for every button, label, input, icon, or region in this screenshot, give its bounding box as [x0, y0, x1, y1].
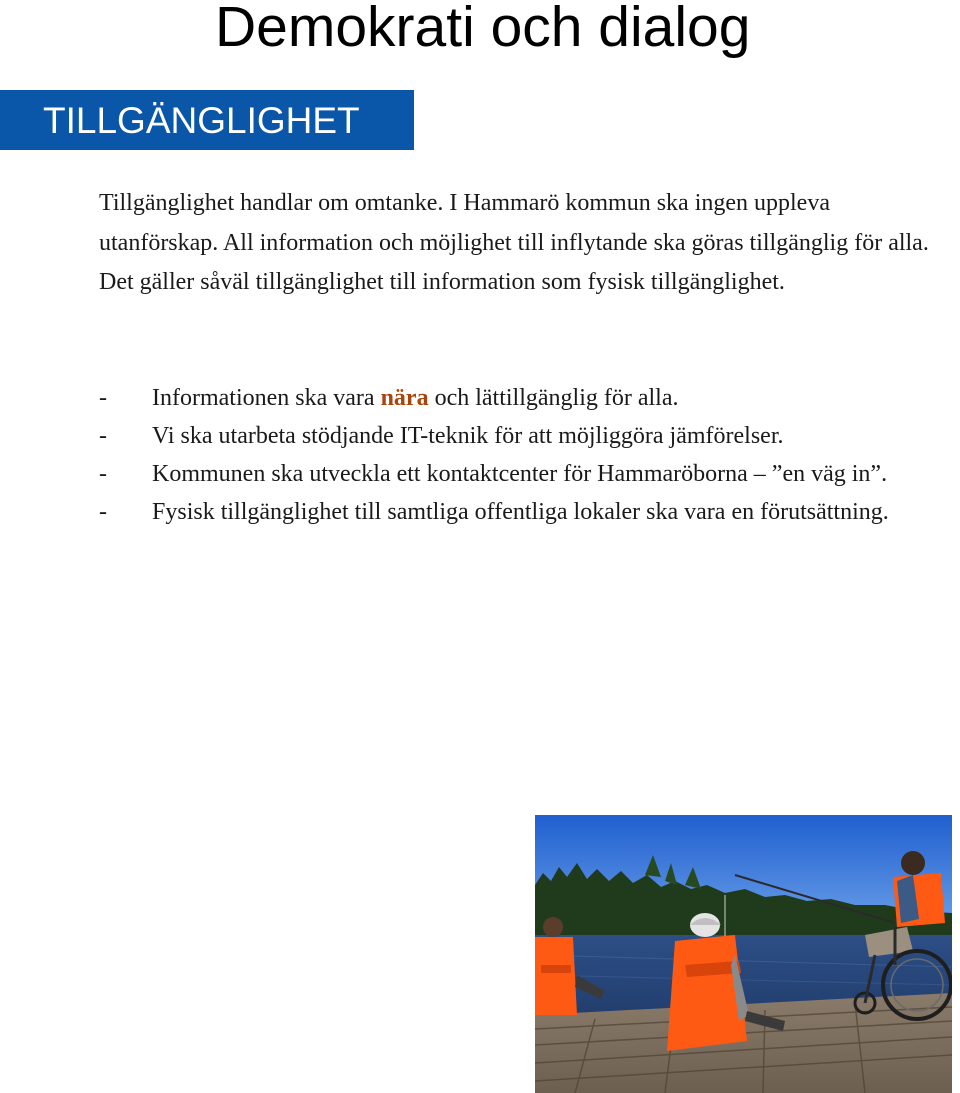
bullet-item	[99, 382, 949, 415]
section-banner	[0, 90, 414, 150]
bullet-dash: -	[99, 423, 107, 449]
bullet-dash: -	[99, 461, 107, 487]
people-fishing-on-pier-photo	[535, 815, 952, 1093]
highlight-word: nära	[380, 385, 429, 411]
section-label: TILLGÄNGLIGHET	[43, 100, 360, 141]
bullet-item	[99, 420, 949, 453]
bullet-dash: -	[99, 499, 107, 525]
intro-paragraph: Tillgänglighet handlar om omtanke. I Hammarö kommun ska ingen uppleva utanförskap. All information och möjlighet till inflytande ska göras tillgänglig för alla. Det gäller såväl tillgänglighet till information som fysisk tillgänglighet.	[99, 190, 929, 295]
bullet-item	[99, 458, 949, 491]
bullet-text: Vi ska utarbeta stödjande IT-teknik för att möjliggöra jämförelser.	[152, 423, 784, 449]
bullet-dash: -	[99, 385, 107, 411]
page-title: Demokrati och dialog	[215, 0, 751, 59]
bullet-text: Informationen ska vara	[152, 385, 381, 411]
bullet-text: och lättillgänglig för alla.	[428, 385, 679, 411]
bullet-text: Fysisk tillgänglighet till samtliga offentliga lokaler ska vara en förutsättning.	[152, 499, 889, 525]
bullet-item	[99, 496, 949, 529]
bullet-list	[99, 382, 949, 534]
bullet-text: Kommunen ska utveckla ett kontaktcenter för Hammaröborna – ”en väg in”.	[152, 461, 888, 487]
